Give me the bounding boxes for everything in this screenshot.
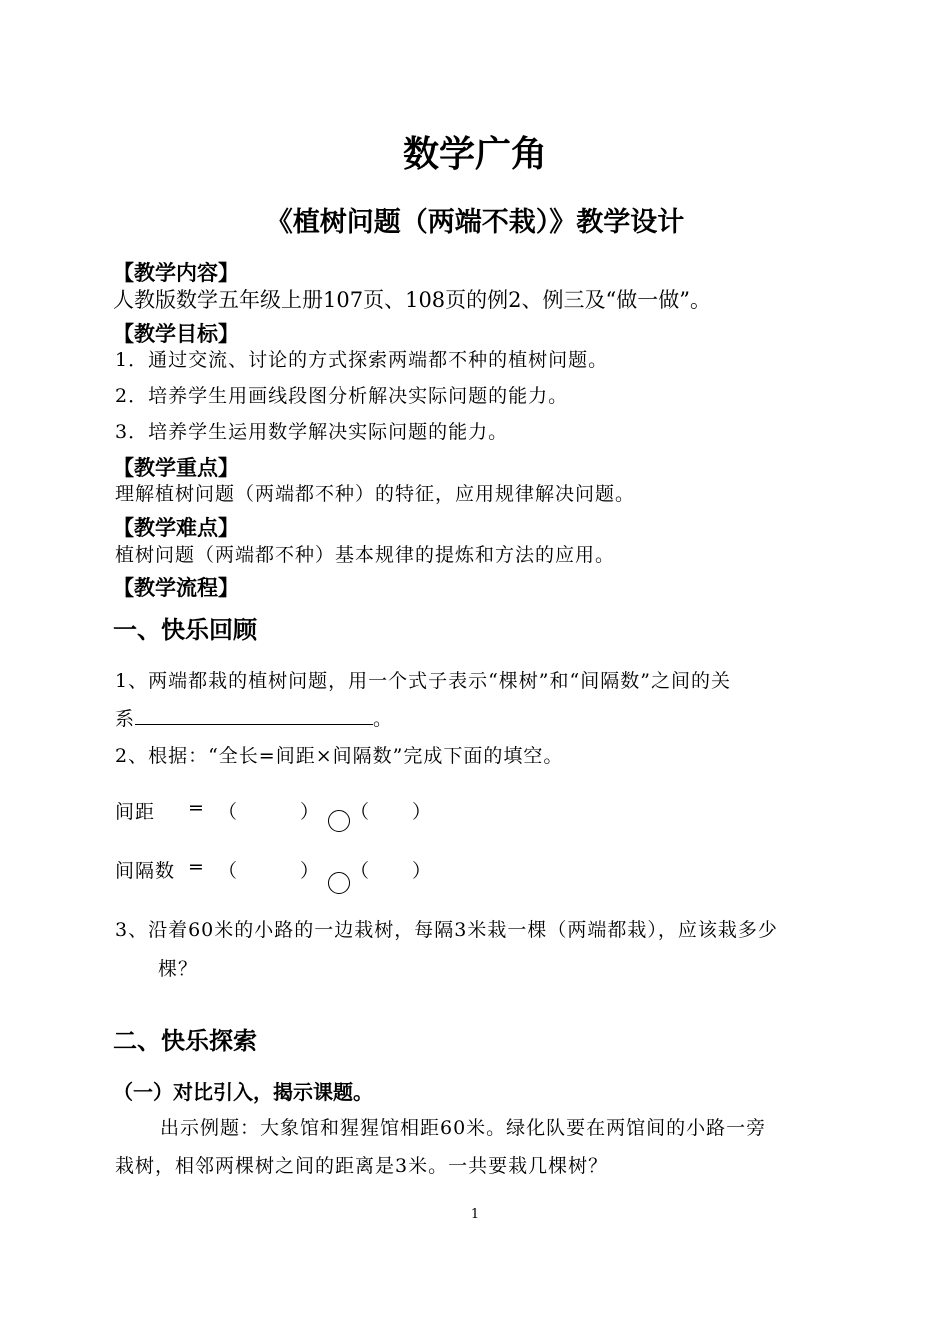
row2-operator-circle[interactable]: [328, 872, 350, 894]
question-1-start: 系: [115, 708, 136, 730]
row1-paren-close-1: ）: [300, 801, 321, 823]
question-3-line2: 棵？: [158, 958, 199, 980]
page-number: 1: [470, 1207, 480, 1222]
question-2: 2、根据：“全长=间距×间隔数”完成下面的填空。: [115, 745, 564, 767]
row2-paren-close-1: ）: [300, 860, 321, 882]
goal-item-2: 2．培养学生用画线段图分析解决实际问题的能力。: [115, 385, 569, 407]
section2-title: 二、快乐探索: [113, 1027, 257, 1055]
row1-paren-close-2: ）: [412, 801, 433, 823]
answer-blank[interactable]: [135, 706, 373, 725]
question-3-line1: 3、沿着60米的小路的一边栽树，每隔3米栽一棵（两端都栽），应该栽多少: [115, 919, 778, 941]
example-line1: 出示例题：大象馆和猩猩馆相距60米。绿化队要在两馆间的小路一旁: [160, 1117, 767, 1139]
heading-difficulty: 【教学难点】: [113, 516, 239, 540]
document-title: 数学广角: [402, 134, 547, 175]
document-subtitle: 《植树问题（两端不栽）》教学设计: [265, 207, 685, 238]
difficulty-text: 植树问题（两端都不种）基本规律的提炼和方法的应用。: [115, 544, 616, 566]
heading-process: 【教学流程】: [113, 576, 239, 600]
heading-key-point: 【教学重点】: [113, 456, 239, 480]
row1-label: 间距: [115, 801, 156, 823]
heading-goals: 【教学目标】: [113, 322, 239, 346]
question-1-end: 。: [373, 708, 394, 730]
question-1-line2: [115, 704, 393, 731]
question-1-line1: 1、两端都栽的植树问题，用一个式子表示“棵树”和“间隔数”之间的关: [115, 670, 731, 692]
subsection-1-title: （一）对比引入，揭示课题。: [113, 1080, 373, 1104]
row1-operator-circle[interactable]: [328, 810, 350, 832]
row2-paren-close-2: ）: [412, 860, 433, 882]
section1-title: 一、快乐回顾: [113, 616, 257, 644]
row1-paren-open-2: （: [350, 801, 371, 823]
row2-equals: =: [188, 856, 205, 878]
content-text: 人教版数学五年级上册107页、108页的例2、例三及“做一做”。: [113, 288, 711, 312]
example-line2: 栽树，相邻两棵树之间的距离是3米。一共要栽几棵树？: [115, 1155, 609, 1177]
key-point-text: 理解植树问题（两端都不种）的特征，应用规律解决问题。: [115, 483, 636, 505]
row1-equals: =: [188, 797, 205, 819]
goal-item-1: 1．通过交流、讨论的方式探索两端都不种的植树问题。: [115, 349, 609, 371]
row2-paren-open-2: （: [350, 860, 371, 882]
row1-paren-open-1: （: [218, 801, 239, 823]
row2-label: 间隔数: [115, 860, 176, 882]
goal-item-3: 3．培养学生运用数学解决实际问题的能力。: [115, 421, 509, 443]
row2-paren-open-1: （: [218, 860, 239, 882]
heading-content: 【教学内容】: [113, 261, 239, 285]
